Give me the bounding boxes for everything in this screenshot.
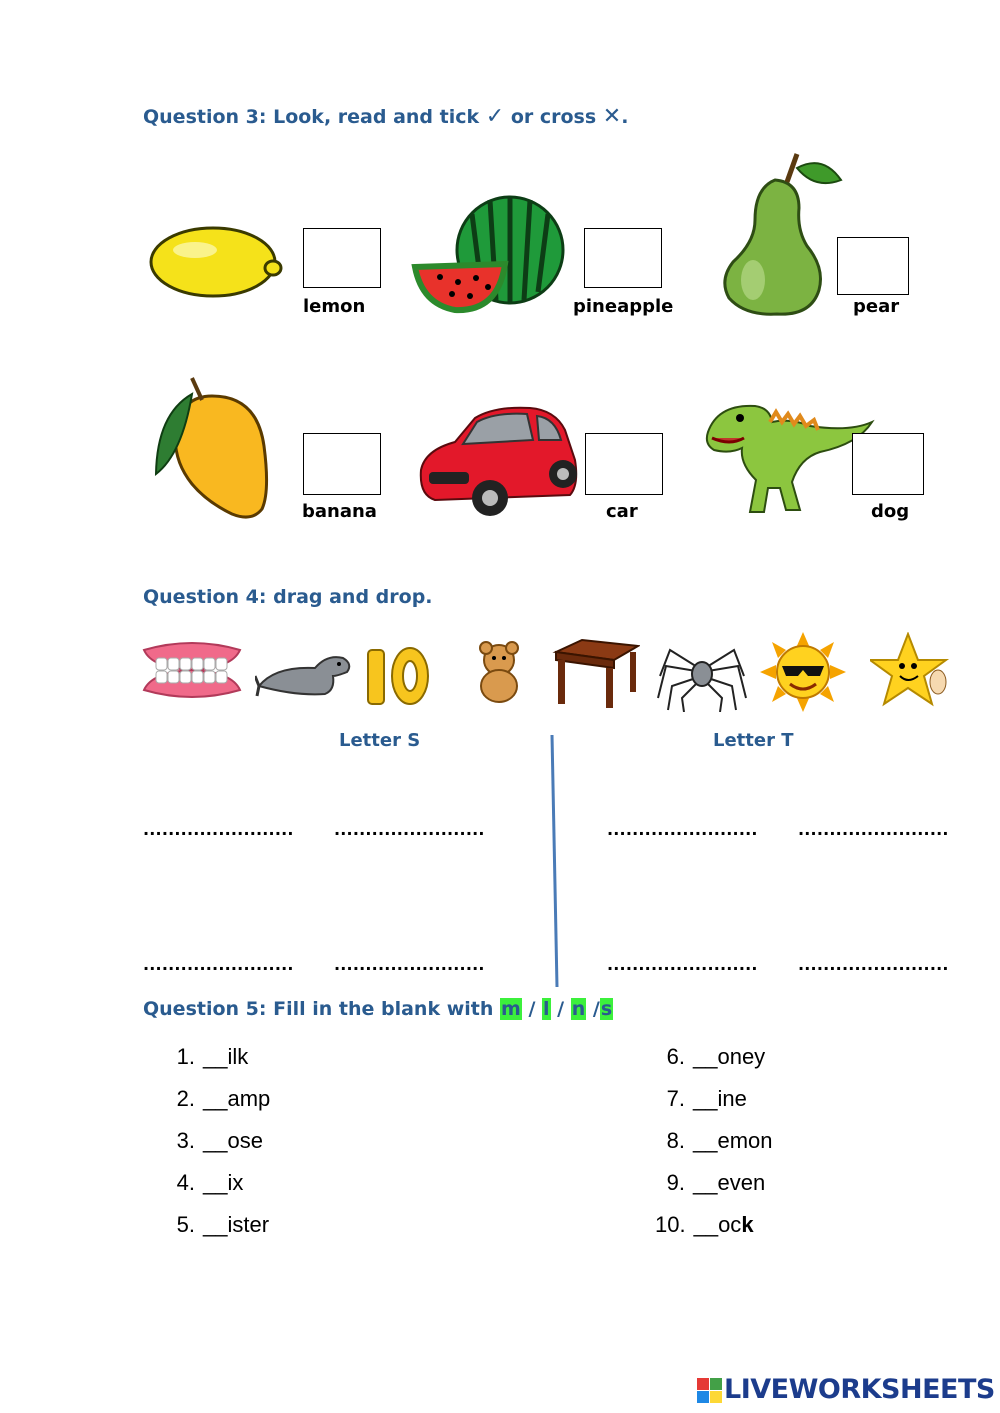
car-icon xyxy=(415,400,580,525)
word-pear: pear xyxy=(853,296,900,317)
tick-box-dog[interactable] xyxy=(852,433,924,495)
teeth-icon[interactable] xyxy=(140,640,244,700)
word-banana: banana xyxy=(302,501,377,522)
question-5-prefix: Question 5: Fill in the blank with xyxy=(143,998,494,1020)
item-number: 4. xyxy=(176,1170,195,1195)
fill-item-8[interactable] xyxy=(655,1128,773,1154)
question-3-prefix: Question 3: Look, read and tick xyxy=(143,106,480,128)
seal-icon[interactable] xyxy=(255,646,357,698)
item-text: __ose xyxy=(203,1128,263,1153)
answer-blank-s4[interactable]: ........................ xyxy=(334,955,485,974)
fill-item-9[interactable] xyxy=(655,1170,765,1196)
answer-blank-t4[interactable]: ........................ xyxy=(798,955,949,974)
item-text: __ilk xyxy=(203,1044,249,1069)
column-heading-letter-t: Letter T xyxy=(713,730,794,751)
letter-option-l: l xyxy=(543,998,550,1020)
fill-item-3[interactable] xyxy=(165,1128,263,1154)
question-3-suffix: . xyxy=(621,106,629,128)
item-text: __ine xyxy=(693,1086,747,1111)
sun-icon[interactable] xyxy=(760,632,846,712)
separator: / xyxy=(557,998,565,1020)
question-5-title xyxy=(143,998,613,1020)
letter-option-n: n xyxy=(571,998,586,1020)
answer-blank-s1[interactable]: ........................ xyxy=(143,820,294,839)
tick-box-pear[interactable] xyxy=(837,237,909,295)
word-pineapple: pineapple xyxy=(573,296,674,317)
cross-symbol: ✕ xyxy=(602,104,622,129)
item-number: 8. xyxy=(666,1128,685,1153)
letter-option-s: s xyxy=(600,998,613,1020)
item-text: __ix xyxy=(203,1170,244,1195)
answer-blank-t1[interactable]: ........................ xyxy=(607,820,758,839)
question-3-title xyxy=(143,104,628,129)
mango-icon xyxy=(152,374,277,524)
item-number: 1. xyxy=(176,1044,195,1069)
answer-blank-t2[interactable]: ........................ xyxy=(798,820,949,839)
question-4-title: Question 4: drag and drop. xyxy=(143,586,433,608)
word-lemon: lemon xyxy=(303,296,366,317)
tick-box-lemon[interactable] xyxy=(303,228,381,288)
separator: / xyxy=(592,998,600,1020)
tick-box-pineapple[interactable] xyxy=(584,228,662,288)
item-number: 9. xyxy=(666,1170,685,1195)
word-car: car xyxy=(606,501,638,522)
tick-symbol: ✓ xyxy=(485,104,505,129)
teddy-bear-icon[interactable] xyxy=(465,640,533,706)
fill-item-2[interactable] xyxy=(165,1086,270,1112)
item-text-bold-tail: k xyxy=(741,1212,754,1237)
item-number: 7. xyxy=(666,1086,685,1111)
item-number: 5. xyxy=(176,1212,195,1237)
item-number: 3. xyxy=(176,1128,195,1153)
fill-item-4[interactable] xyxy=(165,1170,243,1196)
letter-option-m: m xyxy=(501,998,521,1020)
dinosaur-icon xyxy=(700,392,875,522)
item-text: __ister xyxy=(203,1212,270,1237)
tick-box-car[interactable] xyxy=(585,433,663,495)
fill-item-7[interactable] xyxy=(655,1086,747,1112)
item-text: __oc xyxy=(693,1212,742,1237)
tick-box-banana[interactable] xyxy=(303,433,381,495)
column-heading-letter-s: Letter S xyxy=(339,730,421,751)
number-ten-icon[interactable] xyxy=(362,640,434,710)
brand-wordmark: LIVEWORKSHEETS xyxy=(724,1374,995,1405)
item-number: 6. xyxy=(666,1044,685,1069)
answer-blank-s3[interactable]: ........................ xyxy=(143,955,294,974)
item-text: __even xyxy=(693,1170,766,1195)
fill-item-6[interactable] xyxy=(655,1044,765,1070)
column-divider xyxy=(549,735,561,990)
liveworksheets-logo-icon xyxy=(697,1378,723,1404)
item-text: __amp xyxy=(203,1086,271,1111)
item-number: 2. xyxy=(176,1086,195,1111)
question-3-middle: or cross xyxy=(510,106,597,128)
fill-item-5[interactable] xyxy=(165,1212,269,1238)
fill-item-1[interactable] xyxy=(165,1044,248,1070)
fill-item-10[interactable] xyxy=(655,1212,754,1238)
table-icon[interactable] xyxy=(552,636,640,710)
separator: / xyxy=(528,998,536,1020)
word-dog: dog xyxy=(871,501,910,522)
item-text: __emon xyxy=(693,1128,773,1153)
answer-blank-s2[interactable]: ........................ xyxy=(334,820,485,839)
item-number: 10. xyxy=(655,1212,686,1237)
lemon-icon xyxy=(145,222,285,302)
star-icon[interactable] xyxy=(870,632,954,712)
item-text: __oney xyxy=(693,1044,766,1069)
spider-icon[interactable] xyxy=(656,636,748,712)
pear-icon xyxy=(715,150,845,318)
answer-blank-t3[interactable]: ........................ xyxy=(607,955,758,974)
watermelon-icon xyxy=(410,192,565,317)
